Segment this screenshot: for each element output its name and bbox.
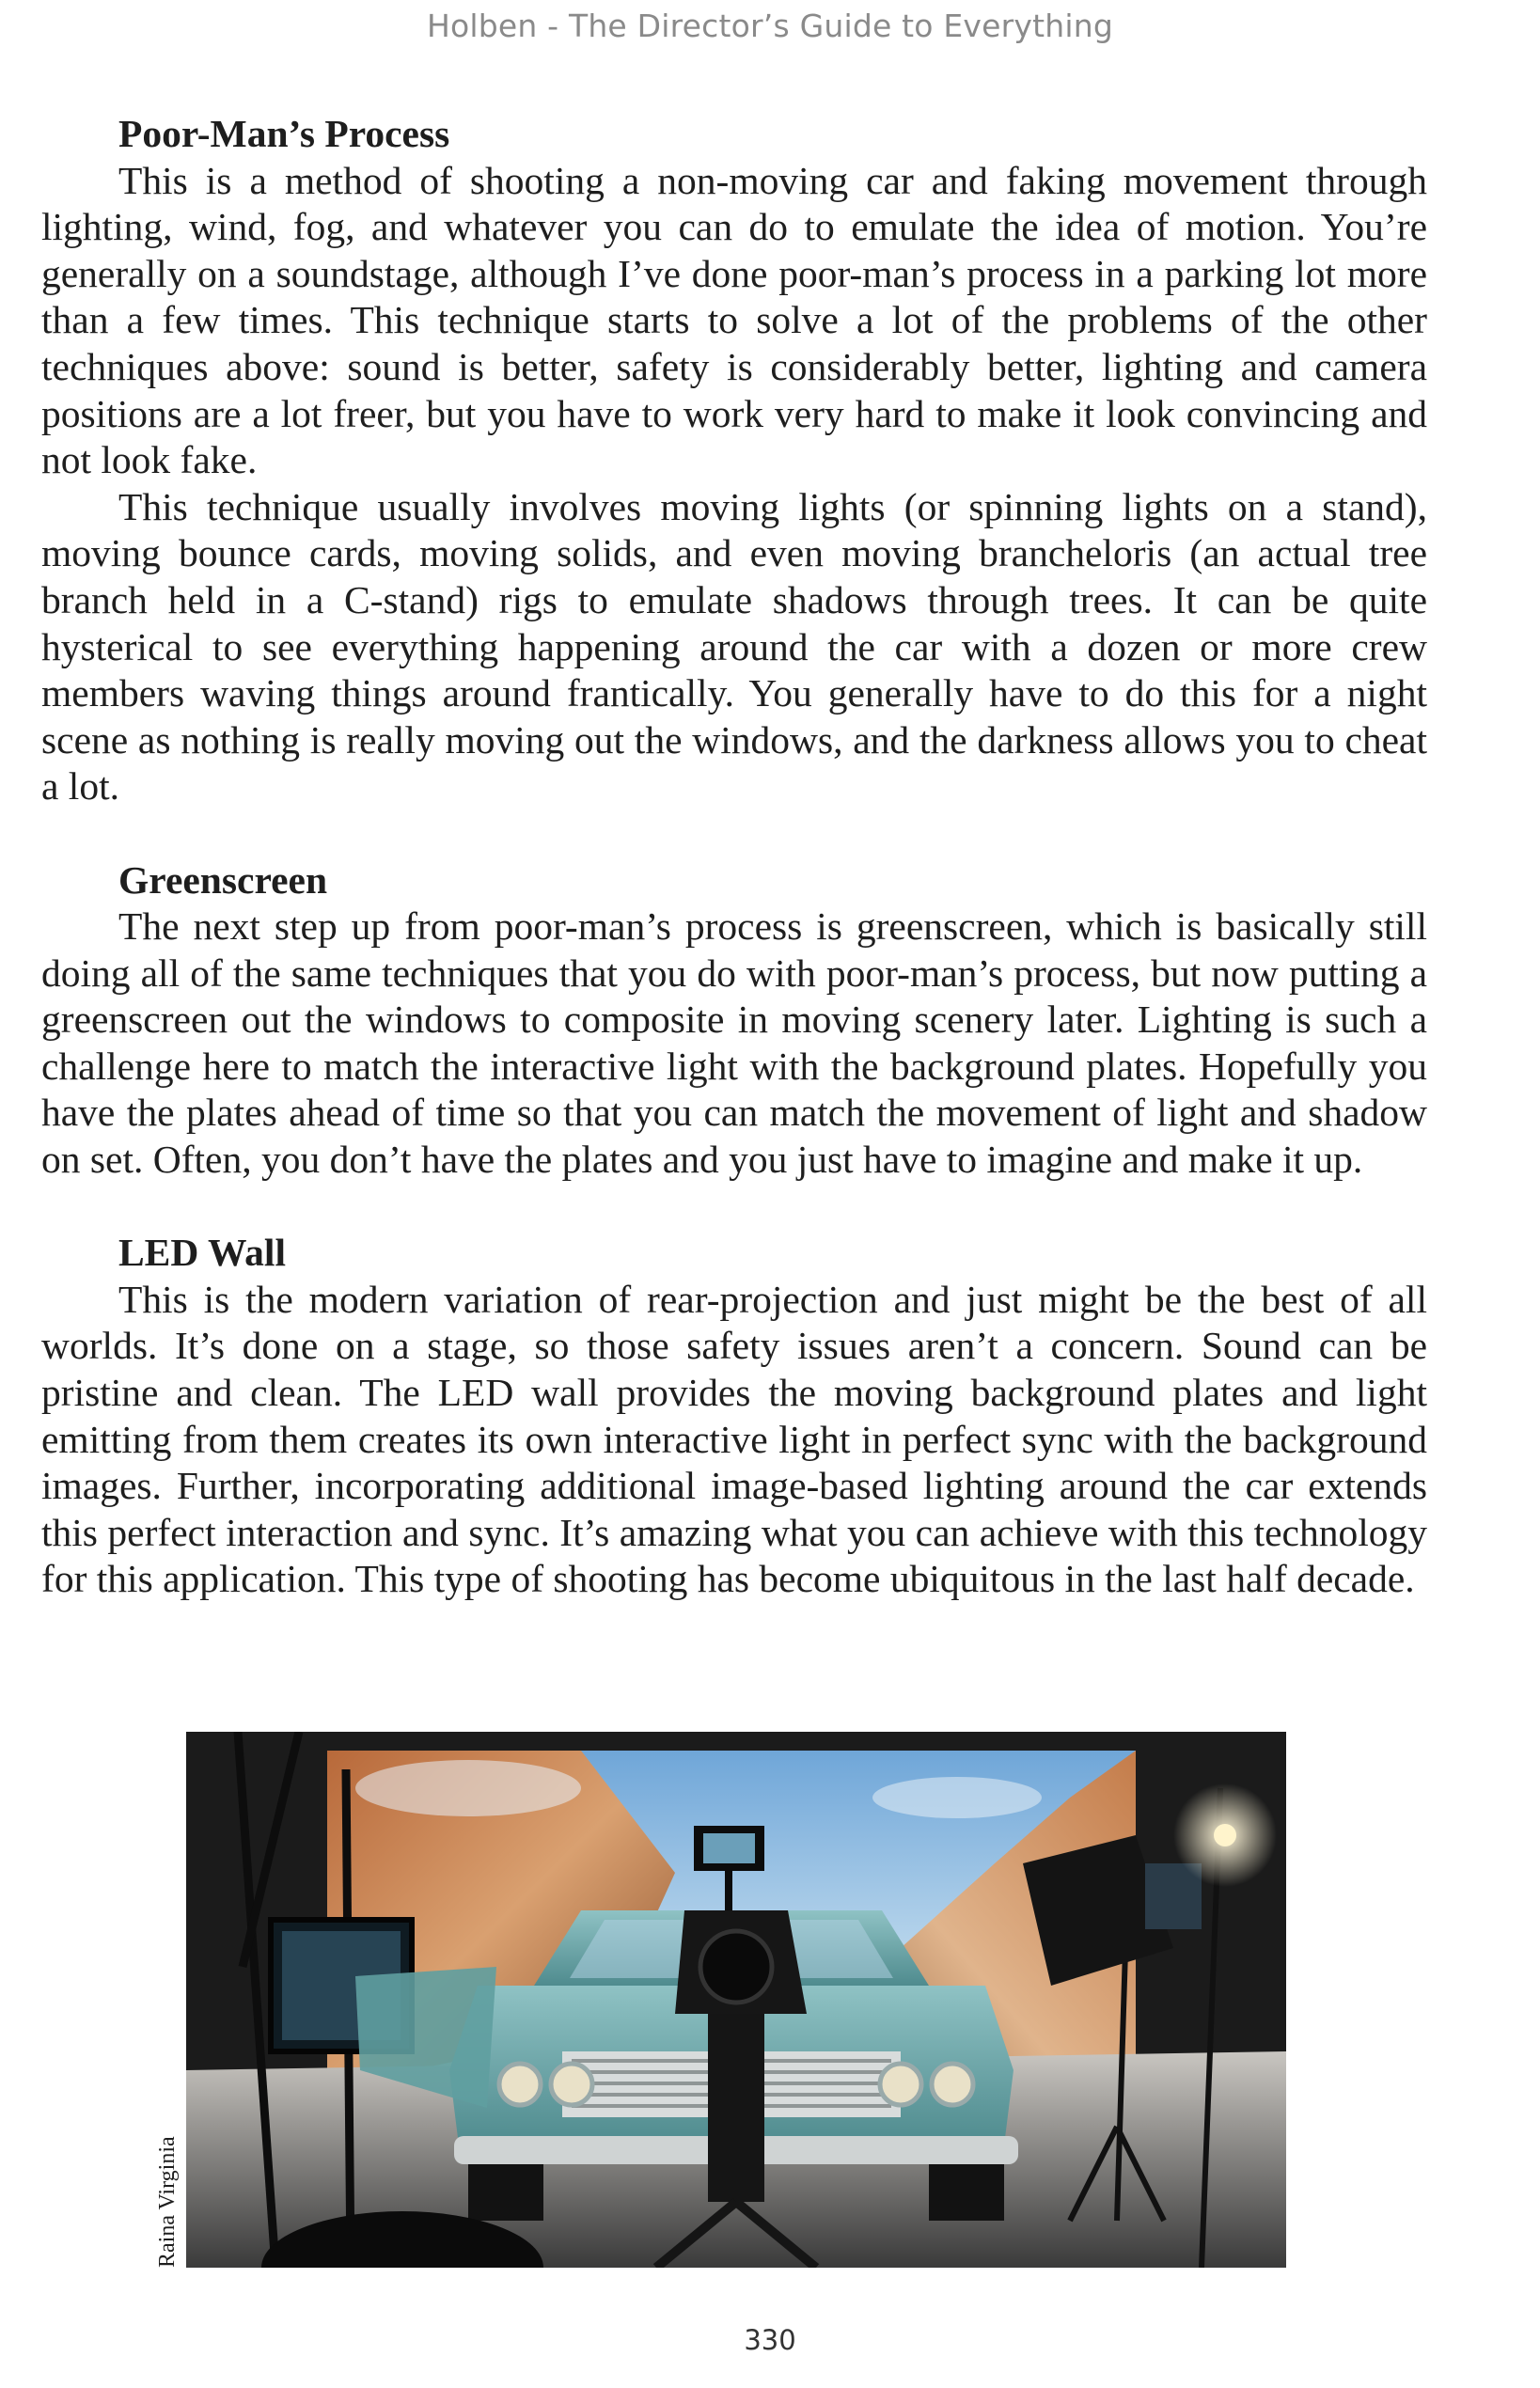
page-number: 330 (744, 2324, 796, 2356)
section-title-greenscreen: Greenscreen (118, 857, 328, 902)
paragraph: This is a method of shooting a non-moving car and faking movement through lighting, wind, fog, and whatever you can do to emulate the idea of motion. You’re generally on a soundstage, although I’ve done poor-man’s process in a parking lot more than a few times. This technique starts to solve a lot of the problems of the other techniques above: sound is better, safety is considerably better, lighting and camera positions are a lot freer, but you have to work very hard to make it look convincing and not look fake. (41, 158, 1427, 482)
body-text (41, 111, 1427, 1603)
section-title-poor-mans-process: Poor-Man’s Process (118, 112, 450, 155)
section-title-led-wall: LED Wall (118, 1231, 286, 1275)
paragraph: This technique usually involves moving lights (or spinning lights on a stand), moving bounce cards, moving solids, and even moving brancheloris (an actual tree branch held in a C-stand) rigs to emulate shadows through trees. It can be quite hysterical to see everything happening around the car with a dozen or more crew members waving things around frantically. You generally have to do this for a night scene as nothing is really moving out the windows, and the darkness allows you to cheat a lot. (41, 484, 1427, 809)
running-header: Holben - The Director’s Guide to Everything (426, 8, 1114, 44)
paragraph: The next step up from poor-man’s process is greenscreen, which is basically still doing all of the same techniques that you do with poor-man’s process, but now putting a greenscreen out the windows to composite in moving scenery later. Lighting is such a challenge here to match the interactive light with the background plates. Hopefully you have the plates ahead of time so that you can match the movement of light and shadow on set. Often, you don’t have the plates and you just have to imagine and make it up. (41, 904, 1427, 1182)
paragraph: This is the modern variation of rear-projection and just might be the best of all worlds. It’s done on a stage, so those safety issues aren’t a concern. Sound can be pristine and clean. The LED wall provides the moving background plates and light emitting from them creates its own interactive light in perfect sync with the background images. Further, incorporating additional image-based lighting around the car extends this perfect interaction and sync. It’s amazing what you can achieve with this technology for this application. This type of shooting has become ubiquitous in the last half decade. (41, 1277, 1427, 1601)
led-wall-car-photo (186, 1732, 1286, 2268)
photo-credit: Raina Virginia (155, 2136, 180, 2268)
